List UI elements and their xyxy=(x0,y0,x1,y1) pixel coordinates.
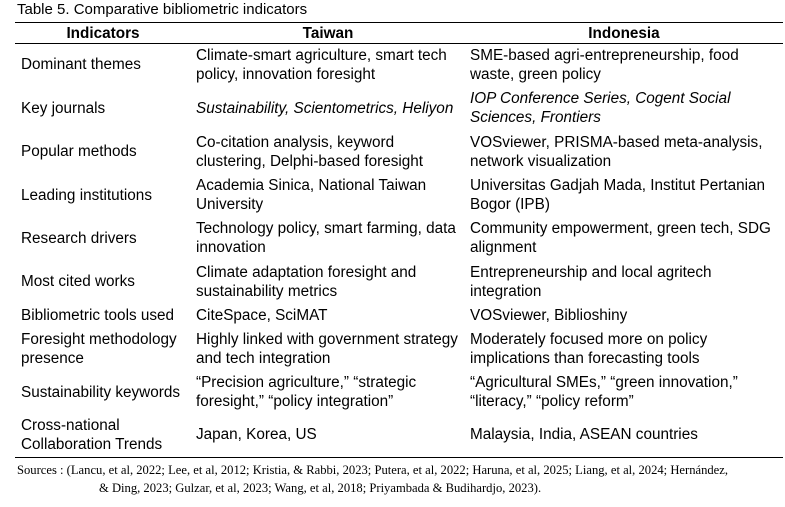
table-header-row xyxy=(15,23,783,44)
header-indonesia: Indonesia xyxy=(588,25,660,42)
taiwan-cell: Highly linked with government strategy and tech integration xyxy=(196,330,458,367)
table-row xyxy=(15,261,783,305)
indicator-cell: Key journals xyxy=(21,99,106,117)
indicator-cell: Most cited works xyxy=(21,273,135,290)
taiwan-cell: “Precision agriculture,” “strategic foresight,” “policy integration” xyxy=(196,374,417,410)
table-row xyxy=(15,372,783,415)
taiwan-cell: Sustainability, Scientometrics, Heliyon xyxy=(196,99,454,117)
taiwan-cell: Climate-smart agriculture, smart tech policy, innovation foresight xyxy=(196,46,447,83)
indonesia-cell: Moderately focused more on policy implications than forecasting tools xyxy=(470,330,708,367)
indicator-cell: Research drivers xyxy=(21,229,137,247)
taiwan-cell: Technology policy, smart farming, data innovation xyxy=(196,220,456,256)
table-row xyxy=(15,218,783,261)
indonesia-cell: “Agricultural SMEs,” “green innovation,” “literacy,” “policy reform” xyxy=(470,374,738,410)
taiwan-cell: CiteSpace, SciMAT xyxy=(196,306,328,324)
header-indicators: Indicators xyxy=(66,25,140,42)
table-row xyxy=(15,44,783,88)
indonesia-cell: Entrepreneurship and local agritech integration xyxy=(470,263,712,300)
indonesia-cell: SME-based agri-entrepreneurship, food waste, green policy xyxy=(470,46,739,83)
table-row xyxy=(15,415,783,458)
table-caption: Table 5. Comparative bibliometric indicators xyxy=(17,1,308,18)
indonesia-cell: Community empowerment, green tech, SDG alignment xyxy=(470,220,771,256)
indicator-cell: Popular methods xyxy=(21,143,137,160)
taiwan-cell: Academia Sinica, National Taiwan University xyxy=(196,177,427,213)
indonesia-cell: VOSviewer, Biblioshiny xyxy=(470,306,628,324)
taiwan-cell: Japan, Korea, US xyxy=(196,426,317,443)
sources-line-1: Sources : (Lancu, et al, 2022; Lee, et al, 2012; Kristia, & Rabbi, 2023; Putera, et al, 2022; Haruna, et al, 2025; Liang, et al, 2024; Hernández, xyxy=(17,463,728,477)
header-taiwan: Taiwan xyxy=(302,25,354,42)
taiwan-cell: Climate adaptation foresight and sustainability metrics xyxy=(196,263,417,300)
comparative-bibliometric-table xyxy=(15,22,783,458)
indonesia-cell: Malaysia, India, ASEAN countries xyxy=(470,426,698,443)
taiwan-cell: Co-citation analysis, keyword clustering, Delphi-based foresight xyxy=(196,133,424,170)
table-row xyxy=(15,175,783,218)
indonesia-cell: IOP Conference Series, Cogent Social Sciences, Frontiers xyxy=(470,90,731,126)
table-row xyxy=(15,131,783,175)
indicator-cell: Cross-national Collaboration Trends xyxy=(21,416,163,453)
indicator-cell: Foresight methodology presence xyxy=(21,330,177,367)
indonesia-cell: Universitas Gadjah Mada, Institut Pertanian Bogor (IPB) xyxy=(470,177,766,213)
table-row xyxy=(15,328,783,372)
sources-line-2: & Ding, 2023; Gulzar, et al, 2023; Wang, et al, 2018; Priyambada & Budihardjo, 2023). xyxy=(99,481,542,495)
indonesia-cell: VOSviewer, PRISMA-based meta-analysis, network visualization xyxy=(470,133,763,170)
table-row xyxy=(15,305,783,328)
sources-note xyxy=(17,461,777,497)
indicator-cell: Dominant themes xyxy=(21,56,141,74)
indicator-cell: Bibliometric tools used xyxy=(21,306,175,324)
indicator-cell: Sustainability keywords xyxy=(21,383,180,401)
table-row xyxy=(15,88,783,131)
indicator-cell: Leading institutions xyxy=(21,186,152,204)
